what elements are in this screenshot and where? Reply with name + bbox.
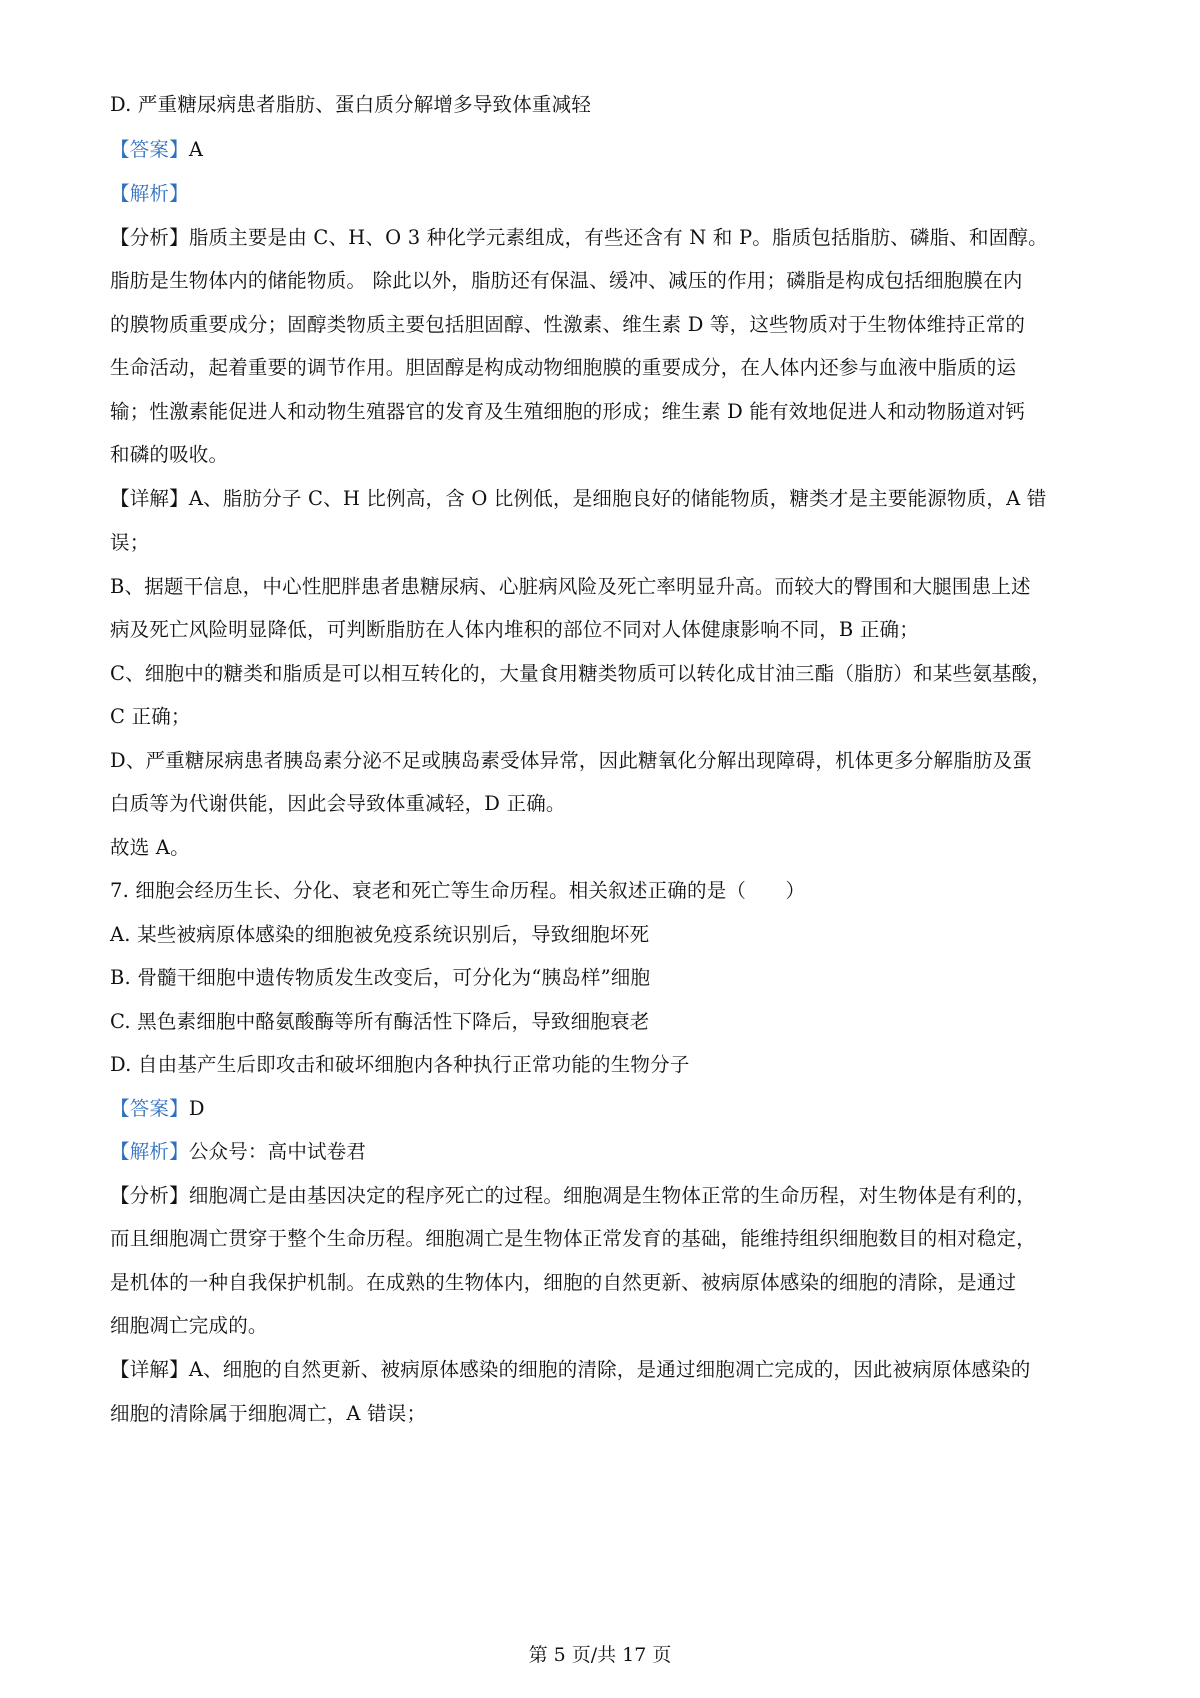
text-line: 和磷的吸收。 (110, 443, 229, 466)
question-7-option-b: B. 骨髓干细胞中遗传物质发生改变后，可分化为“胰岛样”细胞 (110, 966, 651, 989)
text-line: 脂肪是生物体内的储能物质。 除此以外，脂肪还有保温、缓冲、减压的作用；磷脂是构成包括细胞膜在内 (110, 269, 1023, 292)
text-line: 误； (110, 531, 150, 554)
page-footer: 第 5 页/共 17 页 (528, 1644, 672, 1666)
text-line: 而且细胞凋亡贯穿于整个生命历程。细胞凋亡是生物体正常发育的基础，能维持组织细胞数目的相对稳定， (110, 1227, 1036, 1250)
text-line: D、严重糖尿病患者胰岛素分泌不足或胰岛素受体异常，因此糖氧化分解出现障碍，机体更多分解脂肪及蛋 (110, 749, 1033, 772)
answer-line-2: 【答案】D (110, 1097, 205, 1120)
text-line: C 正确； (110, 705, 191, 728)
question-7-option-c: C. 黑色素细胞中酪氨酸酶等所有酶活性下降后，导致细胞衰老 (110, 1010, 650, 1033)
watermark-text: 公众号：高中试卷君 (188, 1140, 367, 1163)
analysis-heading-1: 【解析】 (110, 182, 189, 205)
detail-paragraph-2: 【详解】A、细胞的自然更新、被病原体感染的细胞的清除，是通过细胞凋亡完成的，因此被病原体感染的 (110, 1358, 1031, 1381)
analysis-heading-2: 【解析】公众号：高中试卷君 (110, 1140, 367, 1163)
text-line: 细胞凋亡完成的。 (110, 1314, 268, 1337)
text-line: C、细胞中的糖类和脂质是可以相互转化的，大量食用糖类物质可以转化成甘油三酯（脂肪）和某些氨基酸， (110, 662, 1052, 685)
question-7-option-d: D. 自由基产生后即攻击和破坏细胞内各种执行正常功能的生物分子 (110, 1053, 690, 1076)
text-line: B、据题干信息，中心性肥胖患者患糖尿病、心脏病风险及死亡率明显升高。而较大的臀围和大腿围患上述 (110, 575, 1031, 598)
text-line: 的膜物质重要成分；固醇类物质主要包括胆固醇、性激素、维生素 D 等，这些物质对于生物体维持正常的 (110, 313, 1026, 336)
text-line: 病及死亡风险明显降低，可判断脂肪在人体内堆积的部位不同对人体健康影响不同，B 正确； (110, 618, 919, 641)
answer-tag: 【答案】 (110, 138, 189, 161)
text-line: 输；性激素能促进人和动物生殖器官的发育及生殖细胞的形成；维生素 D 能有效地促进人和动物肠道对钙 (110, 400, 1026, 423)
text-line: 生命活动，起着重要的调节作用。胆固醇是构成动物细胞膜的重要成分，在人体内还参与血液中脂质的运 (110, 356, 1017, 379)
conclusion-line: 故选 A。 (110, 836, 190, 859)
text-line: 白质等为代谢供能，因此会导致体重减轻，D 正确。 (110, 792, 566, 815)
fenxi-paragraph-2: 【分析】细胞凋亡是由基因决定的程序死亡的过程。细胞凋是生物体正常的生命历程，对生物体是有利的， (110, 1184, 1036, 1207)
text-line: 是机体的一种自我保护机制。在成熟的生物体内，细胞的自然更新、被病原体感染的细胞的清除，是通过 (110, 1271, 1017, 1294)
question-7-option-a: A. 某些被病原体感染的细胞被免疫系统识别后，导致细胞坏死 (110, 923, 650, 946)
text-line: 细胞的清除属于细胞凋亡，A 错误； (110, 1402, 427, 1425)
fenxi-paragraph-1: 【分析】脂质主要是由 C、H、O 3 种化学元素组成，有些还含有 N 和 P。脂质包括脂肪、磷脂、和固醇。 (110, 226, 1048, 249)
question-7-stem: 7. 细胞会经历生长、分化、衰老和死亡等生命历程。相关叙述正确的是（ ） (110, 879, 806, 902)
detail-paragraph-1: 【详解】A、脂肪分子 C、H 比例高，含 O 比例低，是细胞良好的储能物质，糖类才是主要能源物质，A 错 (110, 487, 1047, 510)
option-d-prev: D. 严重糖尿病患者脂肪、蛋白质分解增多导致体重减轻 (110, 93, 592, 116)
answer-line-1: 【答案】A (110, 138, 204, 161)
